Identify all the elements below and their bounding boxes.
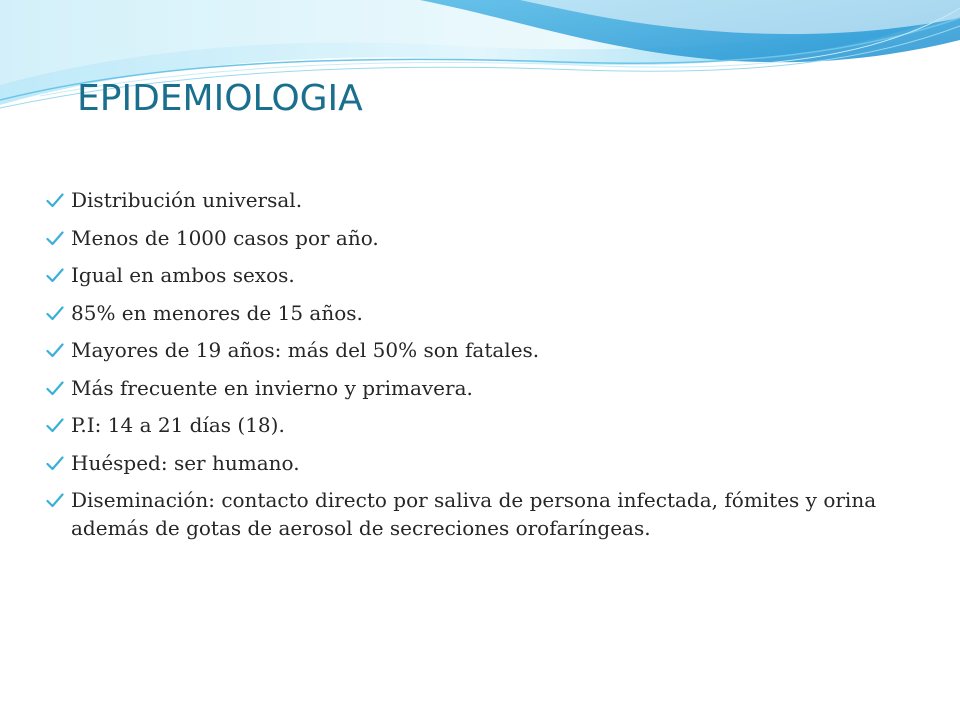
list-item	[46, 374, 926, 402]
checkmark-icon	[46, 456, 64, 471]
checkmark-icon	[46, 268, 64, 283]
bullet-text: Más frecuente en invierno y primavera.	[71, 375, 473, 400]
checkmark-icon	[46, 493, 64, 508]
list-item	[46, 411, 926, 439]
checkmark-icon	[46, 231, 64, 246]
list-item	[46, 336, 926, 364]
checkmark-icon	[46, 381, 64, 396]
list-item	[46, 224, 926, 252]
slide-title: EPIDEMIOLOGIA	[77, 78, 363, 119]
bullet-text: Distribución universal.	[71, 188, 303, 212]
bullet-list	[46, 186, 926, 552]
bullet-text: Diseminación: contacto directo por saliva de persona infectada, fómites y orina además de gotas de aerosol de secreciones orofaríngeas.	[71, 488, 877, 540]
checkmark-icon	[46, 193, 64, 208]
bullet-text: 85% en menores de 15 años.	[71, 300, 363, 325]
checkmark-icon	[46, 418, 64, 433]
bullet-text: Mayores de 19 años: más del 50% son fatales.	[71, 338, 540, 362]
bullet-text: Huésped: ser humano.	[71, 450, 300, 475]
bullet-text: Menos de 1000 casos por año.	[71, 225, 379, 250]
list-item	[46, 486, 926, 542]
bullet-text: Igual en ambos sexos.	[71, 263, 295, 287]
list-item	[46, 186, 926, 214]
list-item	[46, 261, 926, 289]
checkmark-icon	[46, 306, 64, 321]
checkmark-icon	[46, 343, 64, 358]
bullet-text: P.I: 14 a 21 días (18).	[71, 413, 285, 437]
list-item	[46, 449, 926, 477]
list-item	[46, 299, 926, 327]
